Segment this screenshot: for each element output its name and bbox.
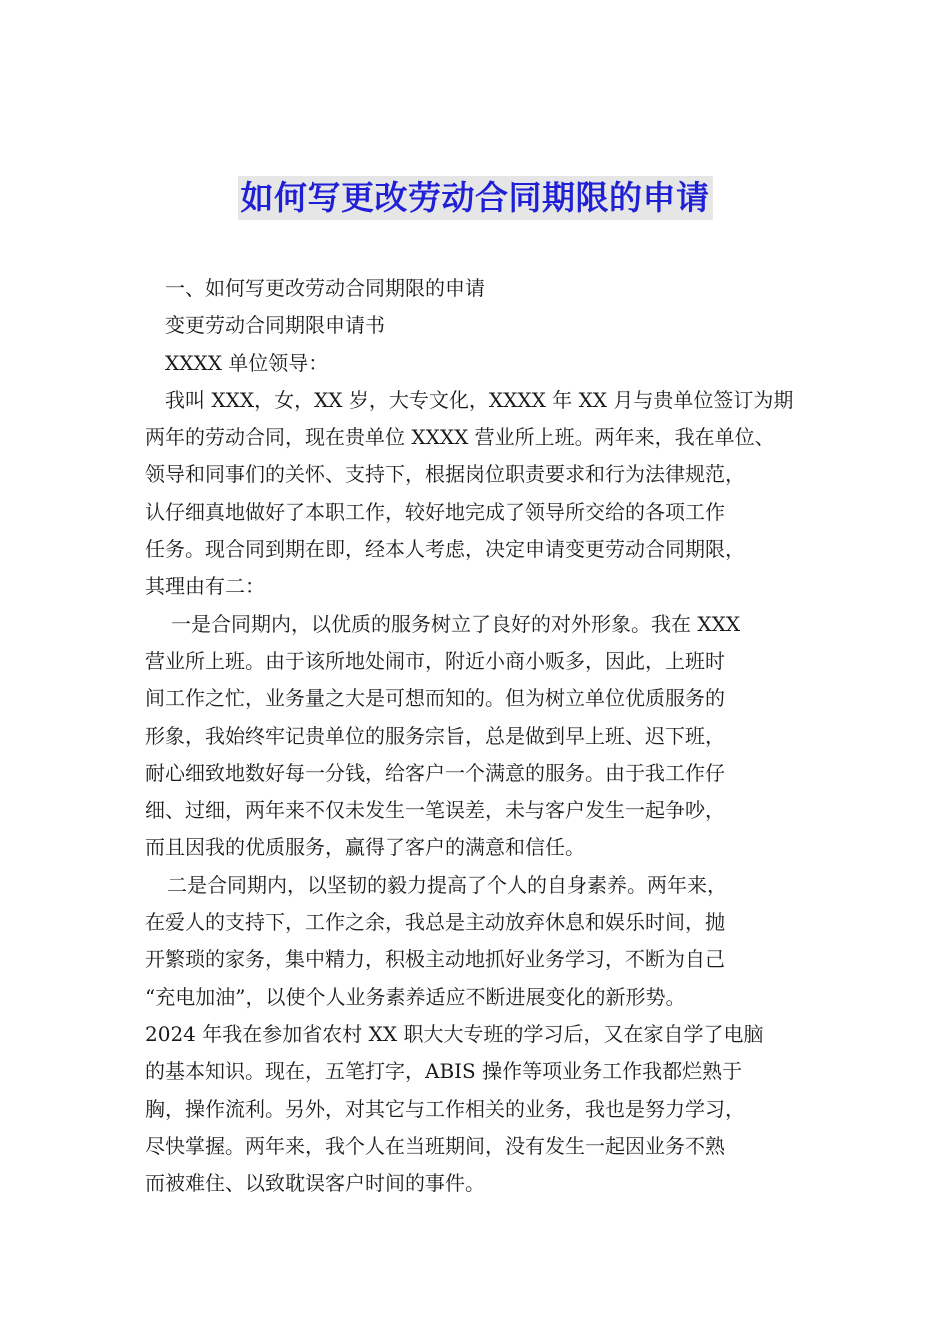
paragraph-line: 耐心细致地数好每一分钱，给客户一个满意的服务。由于我工作仔 bbox=[145, 760, 725, 785]
paragraph-1 bbox=[145, 382, 810, 606]
title-container bbox=[0, 176, 950, 220]
paragraph-line: 领导和同事们的关怀、支持下，根据岗位职责要求和行为法律规范， bbox=[145, 462, 745, 487]
paragraph-line: 2024 年我在参加省农村 XX 职大大专班的学习后，又在家自学了电脑 bbox=[145, 1021, 764, 1046]
paragraph-line: 胸，操作流利。另外，对其它与工作相关的业务，我也是努力学习， bbox=[145, 1096, 745, 1121]
paragraph-line: 我叫 XXX，女，XX 岁，大专文化，XXXX 年 XX 月与贵单位签订为期 bbox=[165, 387, 794, 412]
paragraph-line: 细、过细，两年来不仅未发生一笔误差，未与客户发生一起争吵， bbox=[145, 798, 725, 823]
paragraph-line: 其理由有二： bbox=[145, 574, 265, 599]
paragraph-line: 任务。现合同到期在即，经本人考虑，决定申请变更劳动合同期限， bbox=[145, 537, 745, 562]
paragraph-line: 一是合同期内，以优质的服务树立了良好的对外形象。我在 XXX bbox=[171, 611, 741, 636]
section-heading: 一、如何写更改劳动合同期限的申请 bbox=[165, 276, 485, 300]
paragraph-line: 认仔细真地做好了本职工作，较好地完成了领导所交给的各项工作 bbox=[145, 499, 725, 524]
document-title: 如何写更改劳动合同期限的申请 bbox=[238, 176, 713, 220]
paragraph-line: 尽快掌握。两年来，我个人在当班期间，没有发生一起因业务不熟 bbox=[145, 1133, 725, 1158]
paragraph-2 bbox=[145, 606, 810, 867]
paragraph-line: 两年的劳动合同，现在贵单位 XXXX 营业所上班。两年来，我在单位、 bbox=[145, 425, 775, 450]
paragraph-line: 而且因我的优质服务，赢得了客户的满意和信任。 bbox=[145, 835, 585, 860]
paragraph-3 bbox=[145, 867, 810, 1203]
paragraph-line: 而被难住、以致耽误客户时间的事件。 bbox=[145, 1171, 485, 1196]
paragraph-line: 的基本知识。现在，五笔打字，ABIS 操作等项业务工作我都烂熟于 bbox=[145, 1059, 743, 1084]
paragraph-line: 在爱人的支持下，工作之余，我总是主动放弃休息和娱乐时间，抛 bbox=[145, 910, 725, 935]
document-body bbox=[145, 270, 810, 1202]
paragraph-line: “充电加油”，以使个人业务素养适应不断进展变化的新形势。 bbox=[145, 984, 686, 1009]
paragraph-line: 二是合同期内，以坚韧的毅力提高了个人的自身素养。两年来， bbox=[167, 872, 727, 897]
paragraph-line: 形象，我始终牢记贵单位的服务宗旨，总是做到早上班、迟下班， bbox=[145, 723, 725, 748]
paragraph-line: 开繁琐的家务，集中精力，积极主动地抓好业务学习，不断为自己 bbox=[145, 947, 725, 972]
paragraph-line: 营业所上班。由于该所地处闹市，附近小商小贩多，因此，上班时 bbox=[145, 648, 725, 673]
salutation: XXXX 单位领导： bbox=[165, 350, 329, 375]
letter-heading: 变更劳动合同期限申请书 bbox=[165, 313, 385, 338]
paragraph-line: 间工作之忙，业务量之大是可想而知的。但为树立单位优质服务的 bbox=[145, 686, 725, 711]
